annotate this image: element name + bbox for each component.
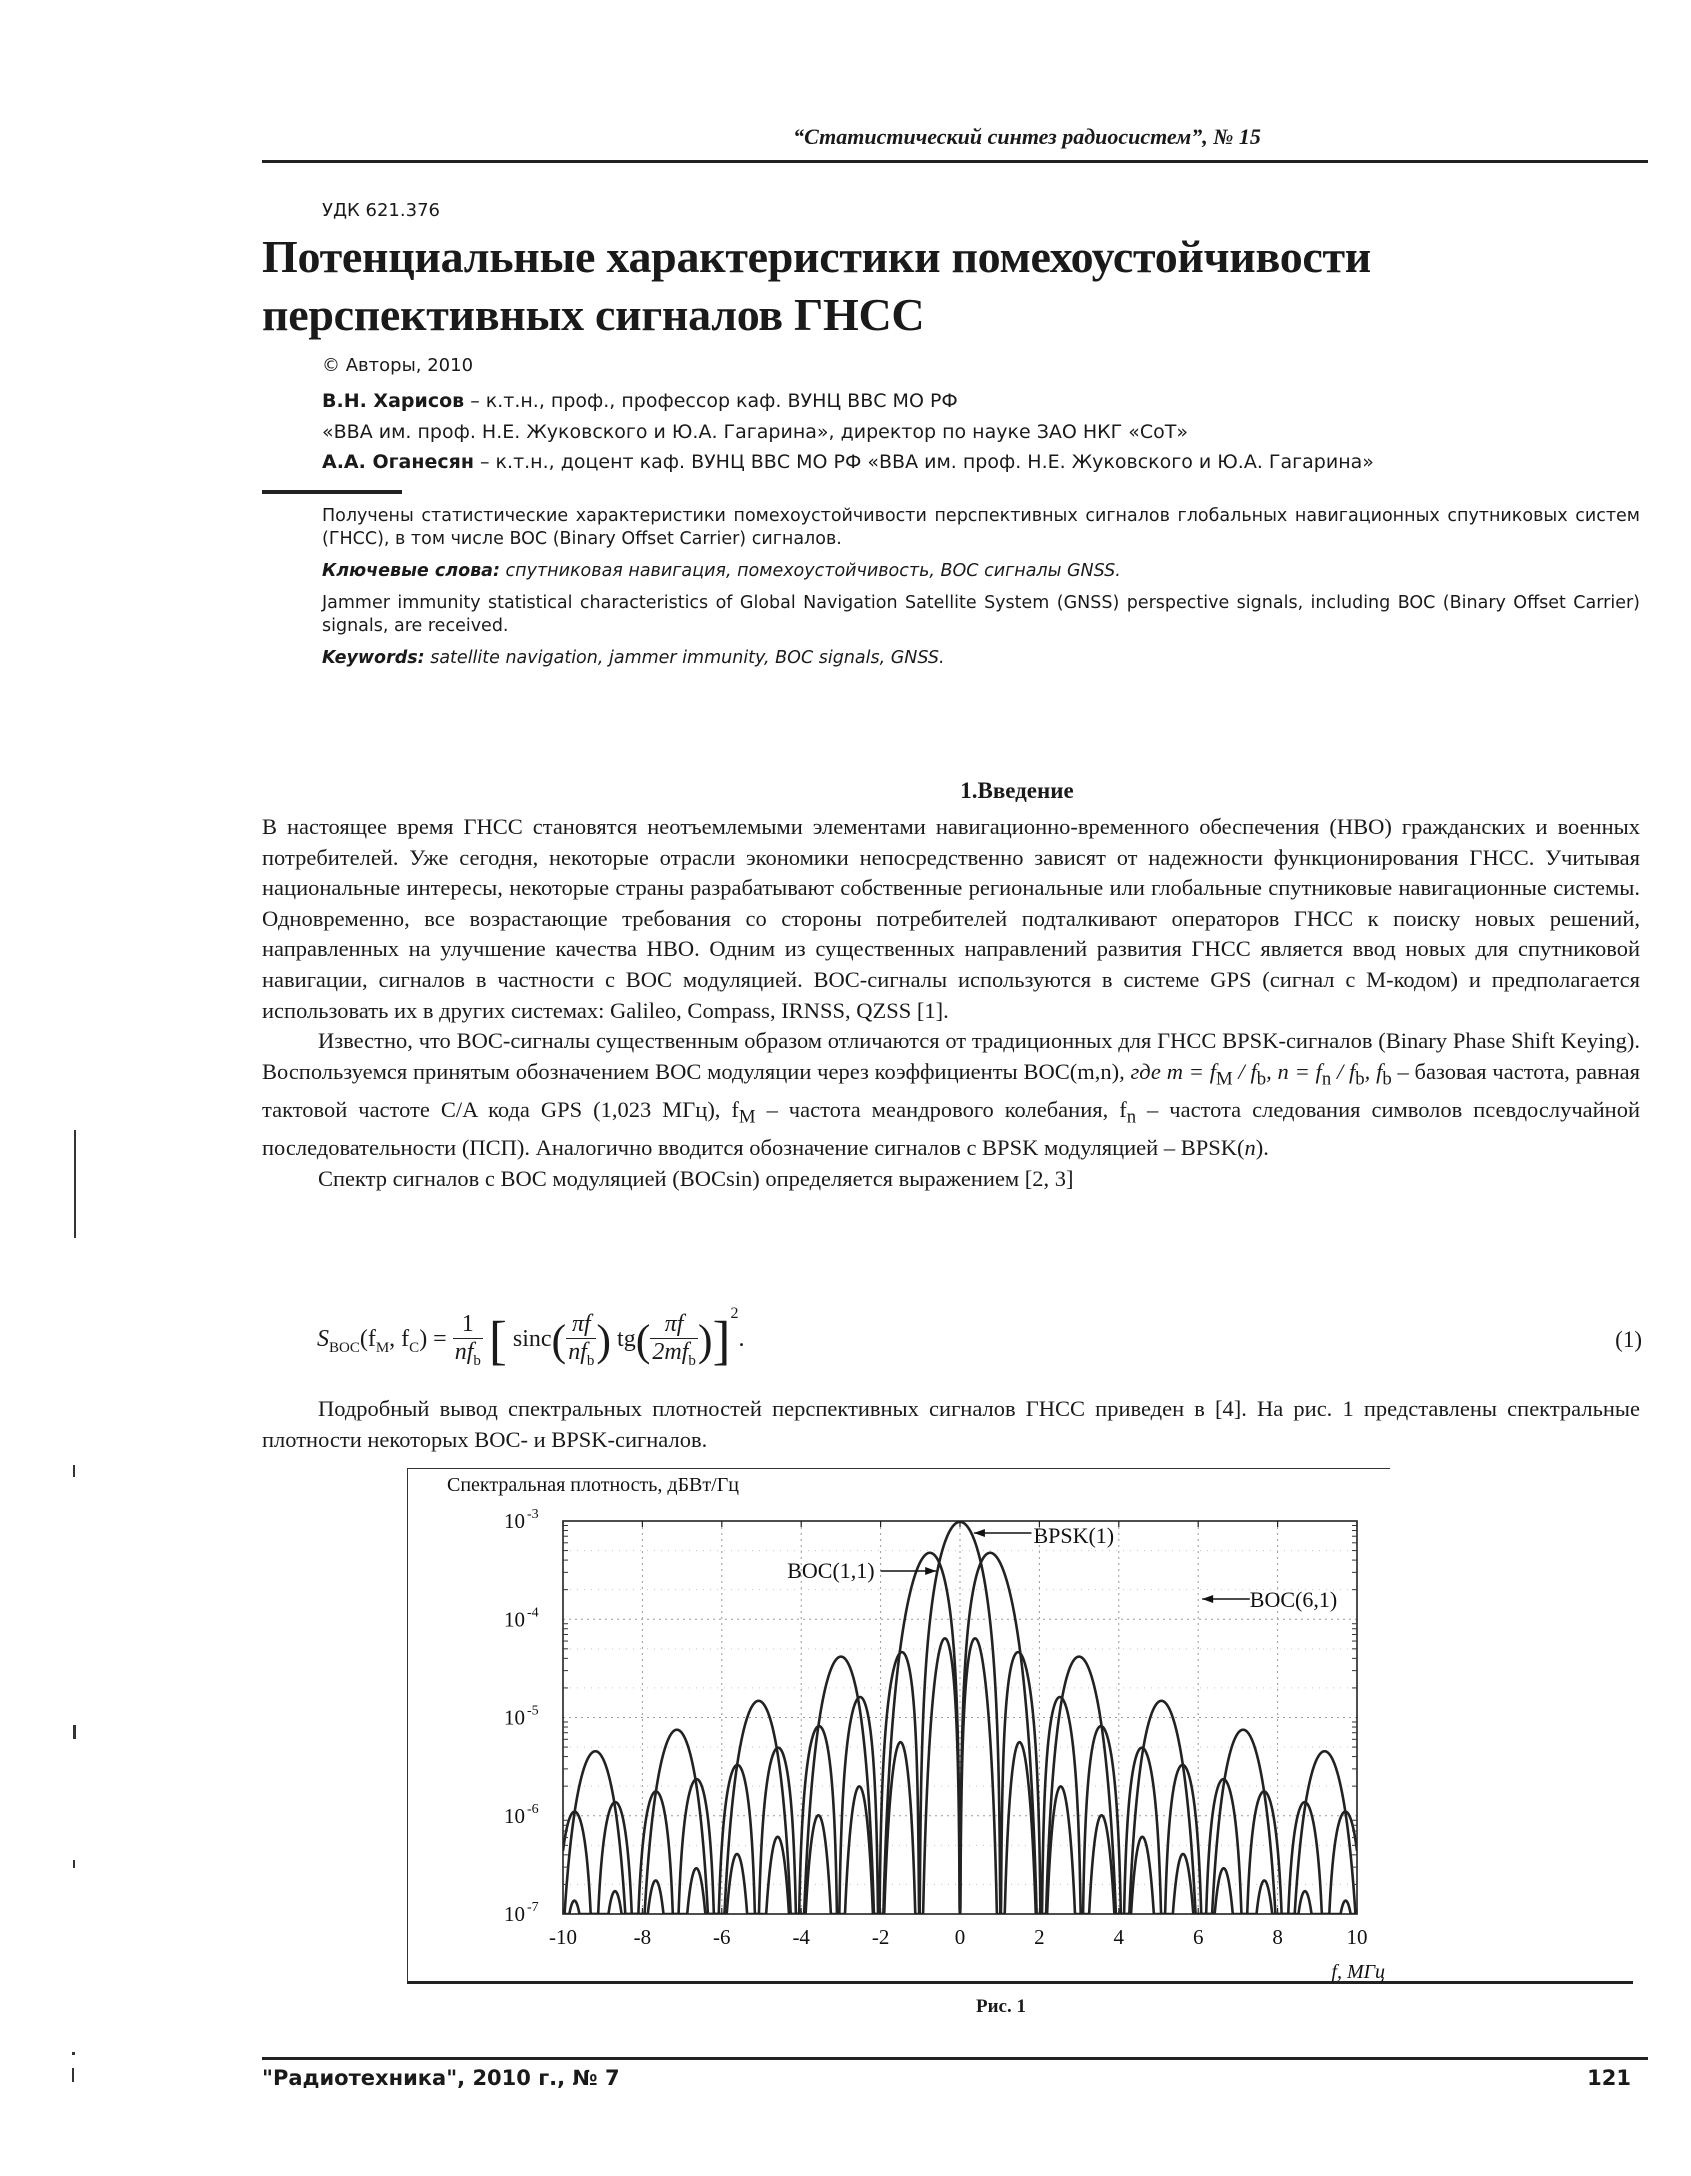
eq-den-text: nf — [454, 1339, 474, 1366]
author-1-affiliation: «ВВА им. проф. Н.Е. Жуковского и Ю.А. Гагарина», директор по науке ЗАО НКГ «СоТ» — [322, 421, 1189, 443]
y-tick-exponent: -6 — [527, 1801, 539, 1817]
annotation-label: BPSK(1) — [1033, 1523, 1115, 1548]
p2-sub: n — [1126, 1106, 1137, 1128]
page-number: 121 — [1587, 2066, 1631, 2090]
eq-sub: b — [688, 1352, 696, 1369]
x-tick-label: 4 — [1113, 1925, 1125, 1949]
y-tick-exponent: -4 — [527, 1605, 539, 1621]
footer-journal: "Радиотехника", 2010 г., № 7 — [262, 2066, 620, 2090]
x-tick-label: 2 — [1034, 1925, 1045, 1949]
x-tick-label: 10 — [1346, 1925, 1368, 1949]
eq-sinc: sinc — [512, 1326, 552, 1352]
equation-body — [317, 1305, 745, 1371]
x-tick-label: -4 — [792, 1925, 810, 1949]
y-tick-label: 10 — [504, 1902, 525, 1926]
scan-margin-mark — [72, 2052, 75, 2055]
paragraph-3: Спектр сигналов с BOC модуляцией (BOCsin) определяется выражением [2, 3] — [318, 1165, 1074, 1191]
y-tick-exponent: -3 — [527, 1507, 539, 1522]
p2-sub: b — [1355, 1068, 1365, 1090]
p2-boc-notation: BOC(m,n) — [1023, 1058, 1120, 1084]
arrow-head-icon — [974, 1529, 985, 1537]
keywords-en-label: Keywords: — [322, 648, 425, 668]
p2-text-j: ). — [1255, 1134, 1269, 1160]
keywords-ru-label: Ключевые слова: — [322, 561, 500, 581]
eq-lhs-sub: BOC — [329, 1339, 360, 1356]
scan-margin-mark — [73, 1725, 76, 1739]
p2-sub: b — [1382, 1068, 1392, 1090]
eq-sub: b — [473, 1352, 481, 1369]
p2-text-c: / f — [1232, 1058, 1257, 1084]
abstract-en: Jammer immunity statistical characteristics of Global Navigation Satellite System (GNSS) perspective signals, including BOC (Binary Offset Carrier) signals, are received. — [322, 593, 1640, 636]
section-title: 1.Введение — [960, 778, 1074, 803]
eq-bracket-open: [ — [488, 1310, 507, 1371]
x-tick-label: 0 — [954, 1925, 966, 1949]
arrow-head-icon — [1202, 1595, 1213, 1603]
p2-sub: n — [1321, 1068, 1332, 1090]
body-text — [262, 812, 1640, 1194]
x-axis-label: f, МГц — [1331, 1961, 1385, 1982]
p2-text-d: , n = f — [1266, 1058, 1322, 1084]
eq-sub: C — [409, 1339, 420, 1356]
author-2 — [322, 451, 1374, 473]
eq-den-text: 2mf — [652, 1339, 689, 1366]
p2-sub: b — [1256, 1068, 1267, 1090]
eq-num — [566, 1311, 596, 1339]
author-1-name: В.Н. Харисов — [322, 390, 465, 412]
y-axis-label: Спектральная плотность, дБВт/Гц — [447, 1474, 739, 1496]
eq-args: (f — [359, 1326, 376, 1352]
copyright: © Авторы, 2010 — [322, 355, 474, 376]
series-line-boc-6-1- — [563, 1638, 1357, 1914]
eq-power: 2 — [730, 1305, 739, 1322]
equation-number: (1) — [1615, 1327, 1642, 1352]
eq-den — [453, 1339, 483, 1370]
abstract-rule — [262, 490, 402, 494]
abstract — [322, 505, 1640, 679]
keywords-en-text: satellite navigation, jammer immunity, BOC signals, GNSS. — [424, 648, 945, 668]
eq-num — [650, 1311, 698, 1339]
eq-sub: M — [375, 1339, 390, 1356]
x-tick-label: 8 — [1272, 1925, 1283, 1949]
eq-paren: ) — [596, 1315, 612, 1365]
eq-end: . — [738, 1326, 745, 1352]
keywords-ru — [322, 560, 1640, 583]
eq-fraction-sinc — [566, 1311, 596, 1370]
p2-text-a: Известно, что BOC-сигналы существенным образом отличаются от традиционных для ГНСС BPSK-сигналов (Binary Phase Shift Keying). Воспользуемся принятым обозначением BOC модуляции через коэффициенты — [262, 1028, 1640, 1084]
eq-lhs: S — [317, 1326, 329, 1352]
eq-paren: ( — [551, 1315, 567, 1365]
abstract-ru: Получены статистические характеристики помехоустойчивости перспективных сигналов глобальных навигационных спутниковых систем (ГНСС), в том числе BOC (Binary Offset Carrier) сигналов. — [322, 506, 1640, 549]
paragraph-4: Подробный вывод спектральных плотностей перспективных сигналов ГНСС приведен в [4]. На рис. 1 представлены спектральные плотности некоторых BOC- и BPSK-сигналов. — [262, 1396, 1640, 1452]
paragraph-2 — [262, 1026, 1640, 1163]
p2-text-f: , f — [1364, 1058, 1383, 1084]
eq-den — [650, 1339, 698, 1370]
eq-num: 1 — [453, 1311, 483, 1339]
scan-margin-mark — [73, 1465, 75, 1477]
footer-rule — [262, 2057, 1648, 2060]
x-tick-label: -6 — [713, 1925, 731, 1949]
scan-margin-mark — [73, 1860, 75, 1868]
eq-den-text: nf — [568, 1339, 587, 1366]
y-tick-label: 10 — [504, 1803, 525, 1828]
running-head: “Статистический синтез радиосистем”, № 15 — [793, 124, 1261, 149]
udk-code: УДК 621.376 — [322, 200, 440, 221]
p2-text-g: – базовая частота, равная тактовой частоте C/A кода GPS (1,023 МГц), f — [262, 1058, 1640, 1122]
eq-close: ) = — [419, 1326, 447, 1352]
y-tick-label: 10 — [504, 1705, 525, 1730]
keywords-en — [322, 647, 1640, 670]
eq-paren: ) — [697, 1315, 713, 1365]
y-tick-label: 10 — [504, 1607, 525, 1632]
eq-bracket-close: ] — [712, 1310, 731, 1371]
p2-sub: M — [1215, 1068, 1233, 1090]
article-title: Потенциальные характеристики помехоустойчивости перспективных сигналов ГНСС — [262, 231, 1372, 340]
p2-text-h: – частота меандрового колебания, f — [755, 1096, 1127, 1122]
arrow-head-icon — [925, 1567, 936, 1575]
eq-pif: πf — [571, 1311, 591, 1338]
p2-text-i: – частота следования символов псевдослучайной последовательности (ПСП). Аналогично вводится обозначение сигналов с BPSK модуляцией – BPSK( — [262, 1096, 1640, 1160]
author-2-details: – к.т.н., доцент каф. ВУНЦ ВВС МО РФ «ВВА им. проф. Н.Е. Жуковского и Ю.А. Гагарина» — [473, 451, 1374, 473]
author-1 — [322, 390, 958, 412]
x-tick-label: -2 — [871, 1925, 890, 1949]
y-tick-label: 10 — [504, 1509, 525, 1533]
eq-sep: , f — [389, 1326, 410, 1352]
p2-n: n — [1244, 1134, 1256, 1160]
chart-annotations — [787, 1523, 1337, 1612]
eq-fraction-prefactor — [453, 1311, 483, 1370]
x-tick-label: -10 — [549, 1925, 577, 1949]
spectral-density-chart — [407, 1468, 1390, 1982]
figure-caption: Рис. 1 — [976, 1996, 1026, 2017]
eq-den — [566, 1339, 596, 1370]
eq-pif: πf — [664, 1311, 684, 1338]
x-tick-label: -8 — [633, 1925, 652, 1949]
keywords-ru-text: спутниковая навигация, помехоустойчивость, BOC сигналы GNSS. — [499, 561, 1121, 581]
p2-sub: M — [738, 1106, 756, 1128]
eq-fraction-tg — [650, 1311, 698, 1370]
eq-paren: ( — [635, 1315, 651, 1365]
y-tick-exponent: -5 — [527, 1703, 539, 1719]
eq-tg: tg — [617, 1326, 636, 1352]
scan-margin-mark — [72, 2068, 74, 2082]
author-1-details: – к.т.н., проф., профессор каф. ВУНЦ ВВС МО РФ — [464, 390, 958, 412]
paragraph-4-block — [262, 1394, 1640, 1455]
equation-1 — [262, 1305, 1642, 1385]
eq-sub: b — [586, 1352, 595, 1369]
annotation-label: BOC(6,1) — [1249, 1587, 1338, 1612]
author-2-name: А.А. Оганесян — [322, 451, 474, 473]
scan-margin-mark — [74, 1130, 76, 1238]
x-tick-label: 6 — [1192, 1925, 1204, 1949]
p2-text-b: , где m = f — [1119, 1058, 1216, 1084]
header-rule — [262, 160, 1648, 163]
y-tick-exponent: -7 — [527, 1900, 539, 1915]
paragraph-1: В настоящее время ГНСС становятся неотъемлемыми элементами навигационно-временного обеспечения (НВО) гражданских и военных потребителей. Уже сегодня, некоторые отрасли экономики непосредственно зависят от надежности функционирования ГНСС. Учитывая национальные интересы, некоторые страны разрабатывают собственные региональные или глобальные спутниковые навигационные системы. Одновременно, все возрастающие требования со стороны потребителей подталкивают операторов ГНСС к поиску новых решений, направленных на улучшение качества НВО. Одним из существенных направлений развития ГНСС является ввод новых для спутниковой навигации, сигналов в частности с BOC модуляцией. BOC-сигналы используются в системе GPS (сигнал с М-кодом) и предполагается использовать их в других системах: Galileo, Compass, IRNSS, QZSS [1]. — [262, 814, 1640, 1023]
annotation-label: BOC(1,1) — [787, 1558, 875, 1583]
p2-text-e: / f — [1331, 1058, 1356, 1084]
